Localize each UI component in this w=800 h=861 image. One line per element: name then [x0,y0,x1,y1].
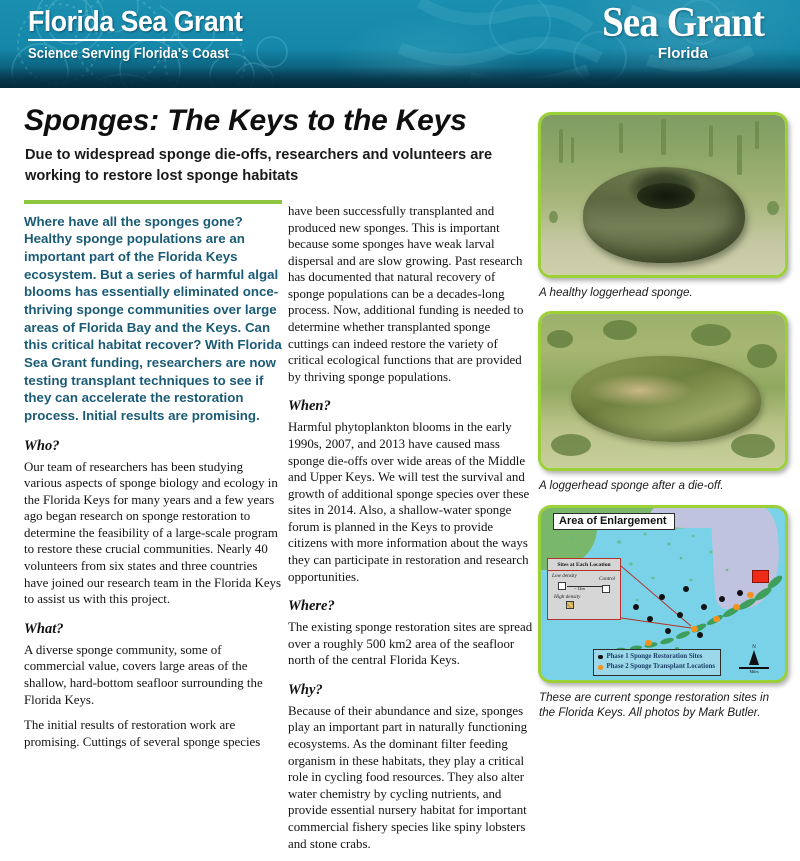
map-site-phase2 [733,604,740,611]
section-heading-when: When? [288,398,331,415]
sea-grant-logo-state: Florida [657,45,708,62]
left-column [24,200,282,759]
map-inset-sites-legend [547,558,621,620]
map-north-label: N [752,644,756,650]
map-site-phase2 [747,592,754,599]
section-body-why: Because of their abundance and size, sponges play an important part in naturally functioning ecosystems. As the dominant filter feeding organism in these habitats, they play a critical role in cycling food resources. They also alter water chemistry by cycling nutrients, and provide essential nursery habitat for important commercial fishery species like spiny lobsters and stone crabs. [288,703,528,851]
section-body-where: The existing sponge restoration sites are spread over a roughly 500 km2 area of the seafloor north of the central Florida Keys. [288,620,533,668]
map-site-phase1 [665,628,671,634]
sea-grant-logo [596,2,770,62]
page-subtitle: Due to widespread sponge die-offs, researchers and volunteers are working to restore lost sponge habitats [25,147,493,184]
map-site-phase1 [683,586,689,592]
map-site-phase1 [677,612,683,618]
section-body-what-2: The initial results of restoration work are promising. Cuttings of several sponge species [24,718,261,749]
section-heading-who: Who? [24,437,60,454]
loggerhead-sponge-subject [583,167,745,263]
map-site-phase1 [719,596,725,602]
green-divider [24,200,282,204]
map-inset-body [548,571,620,611]
map-site-phase1 [659,594,665,600]
map-legend-dot-phase1 [598,655,603,660]
map-site-phase2 [645,640,652,647]
map-site-phase2 [691,626,698,633]
page-title: Sponges: The Keys to the Keys [24,104,467,137]
brand-title: Florida Sea Grant [28,8,243,41]
underwater-scene-dieoff [541,314,785,468]
map-legend-label-phase2: Phase 2 Sponge Transplant Locations [606,663,716,671]
section-body-what-1: A diverse sponge community, some of commercial value, covers large areas of the shallow, hard-bottom seafloor surrounding the Florida Keys. [24,642,263,707]
right-photo-rail [538,112,788,731]
lede-paragraph: Where have all the sponges gone? Healthy sponge populations are an important part of the Florida Keys ecosystem. But a series of harmful algal blooms has essentially eliminated once-thriving sponge communities over large areas of Florida Bay and the Keys. Can this critical habitat recover? With Florida Sea Grant funding, researchers are now testing transplant techniques to see if they can accelerate the restoration process. Initial results are promising. [24,213,282,423]
map-scale-label: Miles [749,668,759,674]
map-site-phase1 [737,590,743,596]
map-legend-row-phase1 [598,652,715,663]
map-inset-title: Sites at Each Location [548,559,620,572]
map-legend [593,649,721,676]
map-site-phase1 [647,616,653,622]
photo-caption-1: A healthy loggerhead sponge. [539,286,693,299]
section-body-who: Our team of researchers has been studying various aspects of sponge biology and ecology in the Florida Keys for many years and a few years ago began research on sponge restoration to determine the feasibility of a large-scale program to restore these crucial communities. Nearly 40 volunteers from six states and three countries have joined our research team in the Florida Keys to assist us with this project. [24,459,282,607]
site-banner [0,0,800,88]
map-inset-label-high-density: High density [554,594,581,601]
brand-lockup [28,8,261,62]
map-legend-label-phase1: Phase 1 Sponge Restoration Sites [606,652,703,660]
map-inset-swatch-high-density [566,601,574,609]
map-restoration-sites [538,505,788,683]
brand-tagline: Science Serving Florida's Coast [28,46,229,62]
section-heading-where: Where? [288,598,335,615]
dead-sponge-subject [571,356,761,442]
north-arrow-icon [749,650,759,665]
photo-loggerhead-sponge-after-dieoff [538,311,788,471]
map-inset-swatch-low-density [558,582,566,590]
map-legend-row-phase2 [598,662,715,673]
map-inset-label-low-density: Low density [552,573,577,580]
map-legend-dot-phase2 [598,665,603,670]
continuation-paragraph: have been successfully transplanted and produced new sponges. This is important because some sponges have weak larval dispersal and are slow growing. Past research has documented that natural recovery of sponge populations can be a decades-long process. Now, additional funding is needed to determine whether transplanted sponge cuttings can indeed restore the variety of critical ecological functions that are provided by thriving sponge populations. [288,204,524,384]
map-area-of-enlargement-label: Area of Enlargement [553,513,675,530]
map-inset-label-scale: ~ 1km [574,586,585,592]
section-body-when: Harmful phytoplankton blooms in the early 1990s, 2007, and 2013 have caused mass sponge die-offs over wide areas of the Middle and Upper Keys. We will test the survival and growth of additional sponge species over these sites in 2014. Also, a shallow-water sponge forum is planned in the Keys to provide citizens with more information about the ways they can participate in restoration and research opportunities. [288,420,530,584]
map-north-arrow [739,645,769,674]
photo-healthy-loggerhead-sponge [538,112,788,278]
photo-caption-2: A loggerhead sponge after a die-off. [539,479,724,493]
map-site-phase1 [633,604,639,610]
underwater-scene-healthy [541,115,785,275]
sea-grant-logo-text: Sea Grant [601,0,764,46]
banner-bottom-fade [0,66,800,88]
map-site-phase2 [713,616,720,623]
section-heading-what: What? [24,620,64,637]
section-heading-why: Why? [288,681,323,698]
map-inset-swatch-control [602,585,610,593]
map-inset-label-control: Control [599,576,615,583]
map-site-phase1 [701,604,707,610]
map-site-phase1 [697,632,703,638]
middle-column [288,203,533,861]
photo-caption-3: These are current sponge restoration sites in the Florida Keys. All photos by Mark Butler. [539,690,770,719]
